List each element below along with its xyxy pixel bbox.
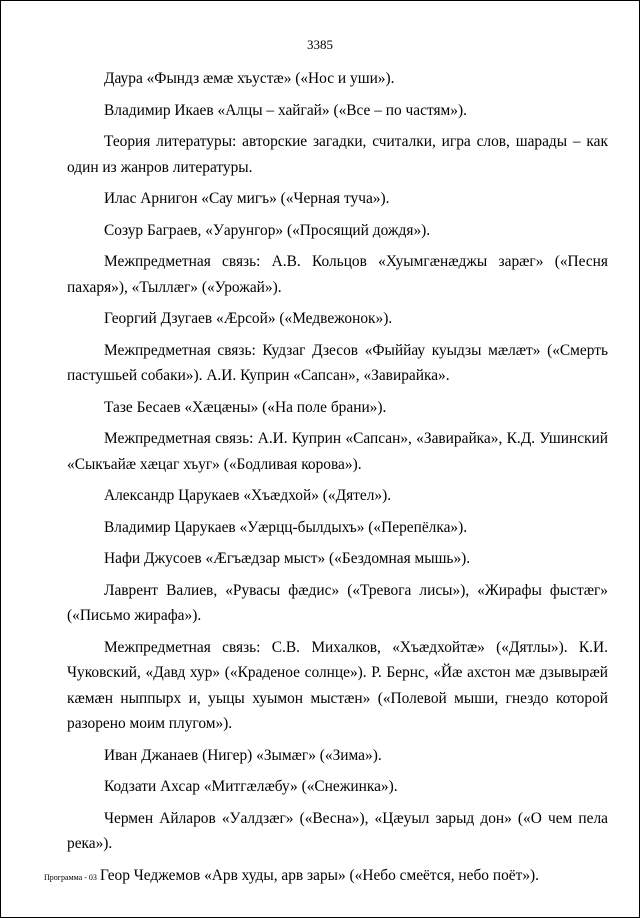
paragraph-16: Иван Джанаев (Нигер) «Зымæг» («Зима»).: [104, 746, 382, 764]
paragraph-17: Кодзати Ахсар «Митгæлæбу» («Снежинка»).: [104, 778, 398, 795]
paragraph-19: Геор Чеджемов «Арв худы, арв зары» («Небо смеётся, небо поёт»).: [100, 866, 540, 884]
paragraph-18: Чермен Айларов «Уалдзæг» («Весна»), «Цæуыл зарыд дон» («О чем пела река»).: [67, 809, 608, 852]
page-number: 3385: [307, 37, 333, 52]
paragraph-7: Георгий Дзугаев «Æрсой» («Медвежонок»).: [104, 310, 393, 327]
paragraph-13: Нафи Джусоев «Æгъæдзар мыст» («Бездомная мышь»).: [104, 550, 471, 567]
paragraph-8: Межпредметная связь: Кудзаг Дзесов «Фыййау куыдзы мæлæт» («Смерть пастушьей собаки»). А.И. Куприн «Сапсан», «Завирайка».: [67, 341, 608, 384]
paragraph-3: Теория литературы: авторские загадки, считалки, игра слов, шарады – как один из жанров литературы.: [67, 133, 608, 176]
paragraph-15: Межпредметная связь: С.В. Михалков, «Хъæдхойтæ» («Дятлы»). К.И. Чуковский, «Давд хур» («Краденое солнце»). Р. Бернс, «Йæ ахстон мæ дзывырæй кæмæн ныппырх и, уыцы хуымон мыстæн» («Полевой мыши, гнездо которой разорено моим плугом»).: [67, 638, 608, 732]
paragraph-2: Владимир Икаев «Алцы – хайгай» («Все – по частям»).: [104, 101, 467, 119]
paragraph-9: Тазе Бесаев «Хæцæны» («На поле брани»).: [104, 398, 387, 416]
paragraph-11: Александр Царукаев «Хъæдхой» («Дятел»).: [104, 487, 392, 504]
paragraph-6: Межпредметная связь: А.В. Кольцов «Хуымгæнæджы зарæг» («Песня пахаря»), «Тыллæг» («Урожай»).: [67, 253, 608, 296]
paragraph-1: Даура «Фындз æмæ хъустæ» («Нос и уши»).: [104, 70, 395, 87]
paragraph-10: Межпредметная связь: А.И. Куприн «Сапсан», «Завирайка», К.Д. Ушинский «Сыкъайæ хæцаг хъуг» («Бодливая корова»).: [67, 430, 608, 473]
paragraph-4: Илас Арнигон «Сау мигъ» («Черная туча»).: [104, 190, 390, 207]
paragraph-5: Созур Баграев, «Уарунгор» («Просящий дождя»).: [104, 221, 431, 239]
paragraph-14: Лаврент Валиев, «Рувасы фæдис» («Тревога лисы»), «Жирафы фыстæг» («Письмо жирафа»).: [67, 581, 608, 624]
footer-label: Программа - 03: [44, 873, 97, 882]
document-body: [67, 66, 608, 894]
paragraph-12: Владимир Царукаев «Уæрцц-былдыхъ» («Перепёлка»).: [104, 518, 468, 536]
